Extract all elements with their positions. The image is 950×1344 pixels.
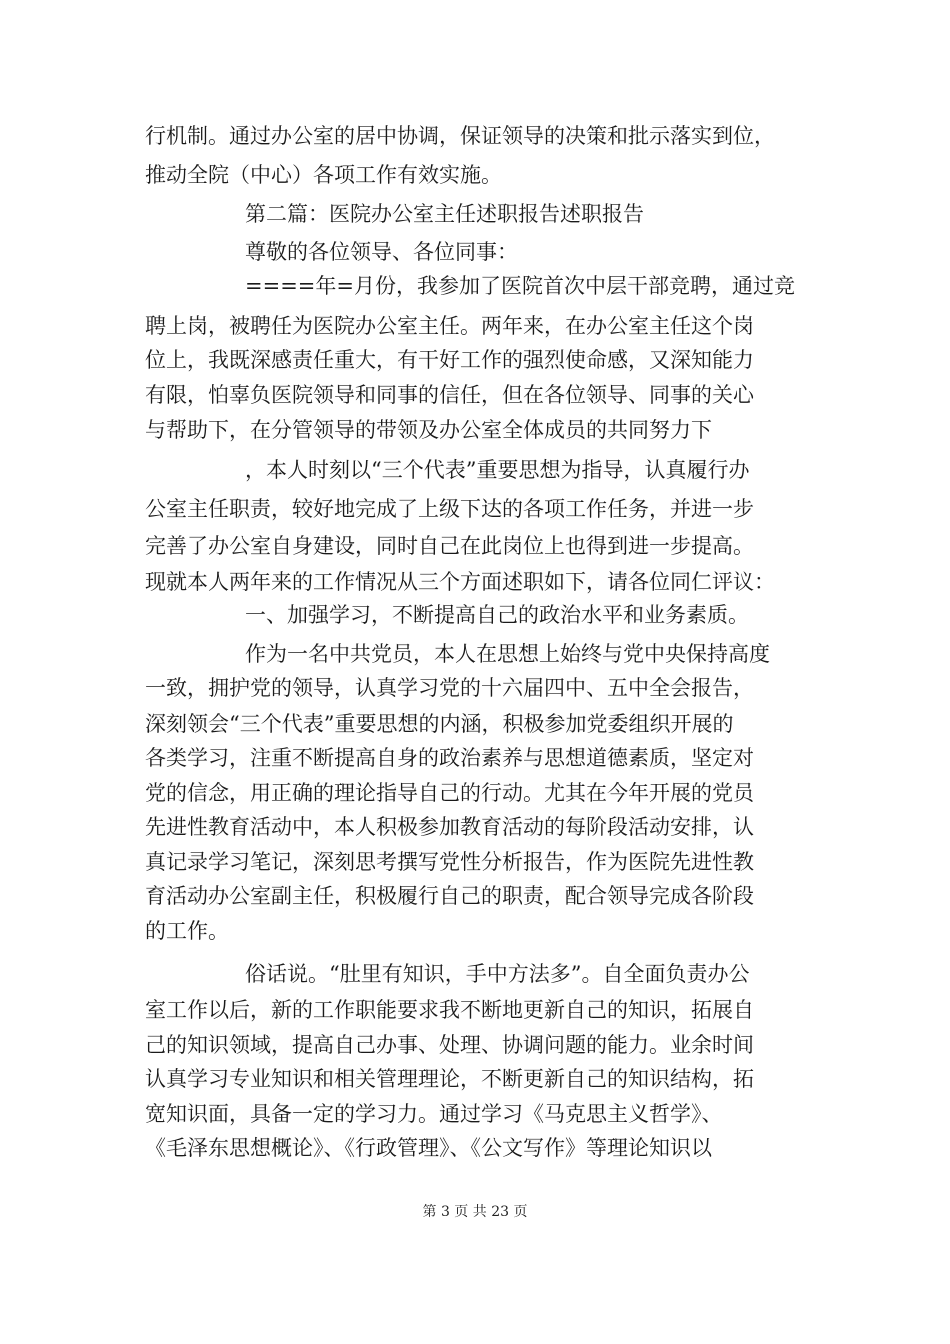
text-line: ====年=月份，我参加了医院首次中层干部竞聘，通过竞 (245, 274, 795, 298)
section-heading: 第二篇：医院办公室主任述职报告述职报告 (245, 202, 644, 226)
text-line: 真记录学习笔记，深刻思考撰写党性分析报告，作为医院先进性教 (145, 850, 754, 874)
text-line: 俗话说。“肚里有知识，手中方法多”。自全面负责办公 (245, 962, 750, 986)
text-line: 深刻领会“三个代表”重要思想的内涵，积极参加党委组织开展的 (145, 712, 734, 736)
text-line: 各类学习，注重不断提高自身的政治素养与思想道德素质，坚定对 (145, 746, 754, 770)
salutation: 尊敬的各位领导、各位同事： (245, 240, 518, 264)
text-line: 作为一名中共党员，本人在思想上始终与党中央保持高度 (245, 642, 770, 666)
text-line: 先进性教育活动中，本人积极参加教育活动的每阶段活动安排，认 (145, 815, 754, 839)
text-line: 室工作以后，新的工作职能要求我不断地更新自己的知识，拓展自 (145, 998, 754, 1022)
text-line: 《毛泽东思想概论》、《行政管理》、《公文写作》等理论知识以 (145, 1136, 712, 1160)
text-line: 行机制。通过办公室的居中协调，保证领导的决策和批示落实到位， (145, 124, 775, 148)
text-line: 现就本人两年来的工作情况从三个方面述职如下，请各位同仁评议： (145, 570, 775, 594)
subsection-heading: 一、加强学习，不断提高自己的政治水平和业务素质。 (245, 603, 749, 627)
text-line: 认真学习专业知识和相关管理理论，不断更新自己的知识结构，拓 (145, 1067, 754, 1091)
text-line: 位上，我既深感责任重大，有干好工作的强烈使命感，又深知能力 (145, 348, 754, 372)
text-line: 己的知识领域，提高自己办事、处理、协调问题的能力。业余时间 (145, 1033, 754, 1057)
text-line: 宽知识面，具备一定的学习力。通过学习《马克思主义哲学》、 (145, 1102, 723, 1126)
text-line: 与帮助下，在分管领导的带领及办公室全体成员的共同努力下 (145, 418, 712, 442)
text-line: ，本人时刻以“三个代表”重要思想为指导，认真履行办 (245, 458, 750, 482)
text-line: 育活动办公室副主任，积极履行自己的职责，配合领导完成各阶段 (145, 884, 754, 908)
text-line: 公室主任职责，较好地完成了上级下达的各项工作任务，并进一步 (145, 497, 754, 521)
text-line: 一致，拥护党的领导，认真学习党的十六届四中、五中全会报告， (145, 676, 754, 700)
text-line: 党的信念，用正确的理论指导自己的行动。尤其在今年开展的党员 (145, 781, 754, 805)
text-line: 推动全院（中心）各项工作有效实施。 (145, 163, 502, 187)
text-line: 聘上岗，被聘任为医院办公室主任。两年来，在办公室主任这个岗 (145, 314, 754, 338)
page-number-footer: 第 3 页 共 23 页 (422, 1204, 528, 1220)
text-line: 有限，怕辜负医院领导和同事的信任，但在各位领导、同事的关心 (145, 383, 754, 407)
text-line: 的工作。 (145, 919, 229, 943)
text-line: 完善了办公室自身建设，同时自己在此岗位上也得到进一步提高。 (145, 534, 754, 558)
